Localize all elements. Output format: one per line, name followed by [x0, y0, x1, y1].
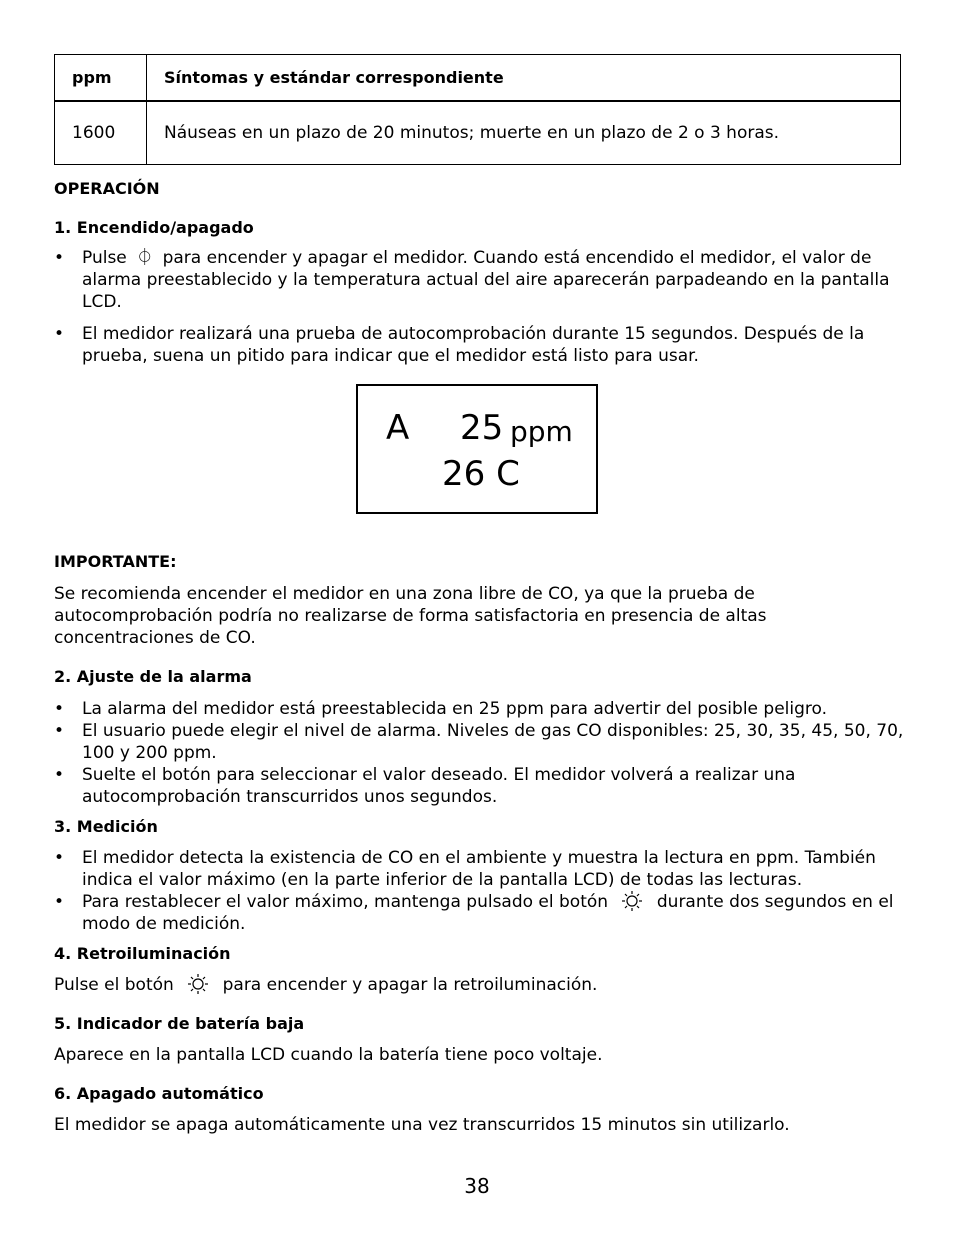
bullet-text: durante dos segundos en el modo de medición. [82, 892, 894, 934]
cell-ppm: 1600 [55, 101, 147, 165]
section-6-heading: 6. Apagado automático [54, 1084, 264, 1103]
list-item: • El usuario puede elegir el nivel de alarma. Niveles de gas CO disponibles: 25, 30, 35, 45, 50, 70, 100 y 200 ppm. [54, 720, 904, 764]
header-ppm: ppm [55, 55, 147, 102]
header-symptoms: Síntomas y estándar correspondiente [147, 55, 901, 102]
paragraph-text: Pulse el botón [54, 975, 174, 995]
lcd-unit: ppm [510, 415, 573, 448]
backlight-icon [185, 974, 211, 994]
list-item: • La alarma del medidor está preestablecida en 25 ppm para advertir del posible peligro. [54, 698, 904, 720]
list-item: • El medidor detecta la existencia de CO en el ambiente y muestra la lectura en ppm. También indica el valor máximo (en la parte inferior de la pantalla LCD) de todas las lecturas. [54, 847, 904, 891]
section-6-text: El medidor se apaga automáticamente una vez transcurridos 15 minutos sin utilizarlo. [54, 1115, 790, 1135]
operation-heading: OPERACIÓN [54, 179, 160, 198]
section-2-heading: 2. Ajuste de la alarma [54, 667, 252, 686]
section-5-text: Aparece en la pantalla LCD cuando la batería tiene poco voltaje. [54, 1045, 603, 1065]
lcd-mode: A [386, 408, 410, 448]
section-1-heading: 1. Encendido/apagado [54, 218, 254, 237]
section-3-heading: 3. Medición [54, 817, 158, 836]
table-row [55, 101, 901, 165]
section-1-list [54, 247, 904, 367]
section-4-heading: 4. Retroiluminación [54, 944, 231, 963]
section-5-heading: 5. Indicador de batería baja [54, 1014, 305, 1033]
page-number: 38 [464, 1174, 490, 1198]
section-3-list [54, 847, 904, 935]
lcd-display [356, 384, 598, 514]
section-4-text [54, 974, 904, 996]
bullet-text: para encender y apagar el medidor. Cuando está encendido el medidor, el valor de alarma preestablecido y la temperatura actual del aire aparecerán parpadeando en la pantalla LCD. [82, 248, 890, 312]
important-text: Se recomienda encender el medidor en una zona libre de CO, ya que la prueba de autocomprobación podría no realizarse de forma satisfactoria en presencia de altas concentraciones de CO. [54, 584, 767, 648]
lcd-temperature: 26 C [442, 454, 520, 494]
list-item [54, 891, 904, 935]
lcd-alarm-value: 25 [460, 408, 504, 448]
section-2-list [54, 698, 904, 808]
list-item: • Suelte el botón para seleccionar el valor deseado. El medidor volverá a realizar una autocomprobación transcurridos unos segundos. [54, 764, 904, 808]
cell-symptoms: Náuseas en un plazo de 20 minutos; muerte en un plazo de 2 o 3 horas. [147, 101, 901, 165]
backlight-icon [619, 891, 645, 911]
symptoms-table [54, 54, 901, 165]
list-item: • El medidor realizará una prueba de autocomprobación durante 15 segundos. Después de la prueba, suena un pitido para indicar que el medidor está listo para usar. [54, 323, 904, 367]
paragraph-text: para encender y apagar la retroiluminación. [222, 975, 598, 995]
table-header-row [55, 55, 901, 102]
bullet-text: Para restablecer el valor máximo, mantenga pulsado el botón [82, 892, 609, 912]
power-icon: ⏀ [136, 248, 154, 268]
list-item [54, 247, 904, 313]
bullet-text: Pulse [82, 248, 127, 268]
important-heading: IMPORTANTE: [54, 552, 177, 571]
